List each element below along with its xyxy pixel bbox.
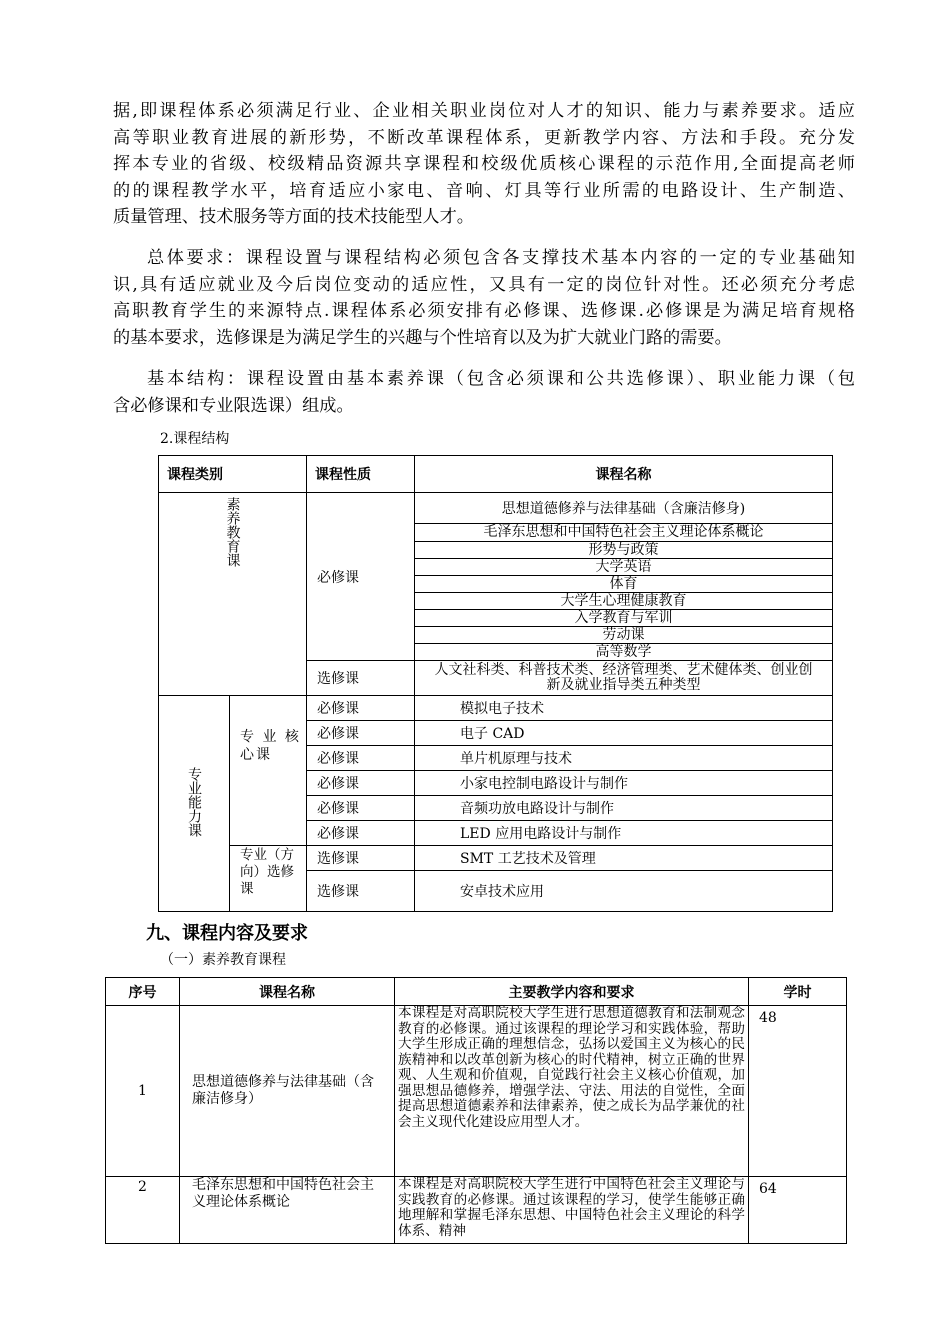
nature-cell: 必修课	[307, 721, 415, 746]
text-line: 据,即课程体系必须满足行业、企业相关职业岗位对人才的知识、能力与素养要求。适应	[113, 101, 855, 121]
elective-course-types: 人文社科类、科普技术类、经济管理类、艺术健体类、创业创新及就业指导类五种类型	[415, 661, 833, 696]
section-9-title: 九、课程内容及要求	[146, 923, 308, 944]
text-line: 基本结构：课程设置由基本素养课（包含必须课和公共选修课）、职业能力课（包	[147, 369, 855, 389]
course-name: 毛泽东思想和中国特色社会主义理论体系概论	[415, 524, 833, 542]
nature-cell: 必修课	[307, 821, 415, 846]
nature-required: 必修课	[307, 493, 415, 661]
course-name: 大学英语	[415, 559, 833, 576]
course-name: 高等数学	[415, 644, 833, 661]
text-line: 总体要求：课程设置与课程结构必须包含各支撑技术基本内容的一定的专业基础知	[147, 248, 855, 268]
course-name: 形势与政策	[415, 542, 833, 559]
header-hours: 学时	[749, 978, 847, 1006]
text-line: 挥本专业的省级、校级精品资源共享课程和校级优质核心课程的示范作用,全面提高老师	[113, 154, 855, 174]
course-name: 大学生心理健康教育	[415, 593, 833, 610]
paragraph-3	[113, 366, 855, 419]
row-hours: 48	[749, 1006, 847, 1177]
direction-elective-label: 专业（方向）选修课	[230, 846, 307, 912]
course-name: LED 应用电路设计与制作	[415, 821, 833, 846]
course-structure-table	[158, 455, 833, 912]
nature-cell: 必修课	[307, 796, 415, 821]
section-title-structure: 2.课程结构	[160, 431, 230, 447]
header-category: 课程类别	[159, 456, 307, 493]
text-line: 高职教育学生的来源特点.课程体系必须安排有必修课、选修课.必修课是为满足培育规格	[113, 301, 855, 321]
row-description: 本课程是对高职院校大学生进行思想道德教育和法制观念教育的必修课。通过该课程的理论学习和实践体验，帮助大学生形成正确的理想信念，弘扬以爱国主义为核心的民族精神和以改革创新为核心的时代精神，树立正确的世界观、人生观和价值观，自觉践行社会主义核心价值观，加强思想品德修养，增强学法、守法、用法的自觉性，全面提高思想道德素养和法律素养，使之成长为品学兼优的社会主义现代化建设应用型人才。	[395, 1006, 749, 1177]
course-name: 模拟电子技术	[415, 696, 833, 721]
course-name: 单片机原理与技术	[415, 746, 833, 771]
course-name: 安卓技术应用	[415, 871, 833, 912]
subsection-title: （一）素养教育课程	[160, 952, 286, 968]
course-name: SMT 工艺技术及管理	[415, 846, 833, 871]
row-course-name: 毛泽东思想和中国特色社会主义理论体系概论	[180, 1177, 395, 1244]
row-hours: 64	[749, 1177, 847, 1244]
row-description: 本课程是对高职院校大学生进行中国特色社会主义理论与实践教育的必修课。通过该课程的学习，使学生能够正确地理解和掌握毛泽东思想、中国特色社会主义理论的科学体系、精神	[395, 1177, 749, 1244]
header-content: 主要教学内容和要求	[395, 978, 749, 1006]
row-course-name: 思想道德修养与法律基础（含廉洁修身）	[180, 1006, 395, 1177]
nature-cell: 必修课	[307, 771, 415, 796]
text-line: 质量管理、技术服务等方面的技术技能型人才。	[113, 207, 474, 227]
paragraph-1	[113, 98, 855, 231]
row-number: 2	[106, 1177, 180, 1244]
header-number: 序号	[106, 978, 180, 1006]
header-course-name: 课程名称	[180, 978, 395, 1006]
nature-cell: 选修课	[307, 871, 415, 912]
text-line: 识,具有适应就业及今后岗位变动的适应性，又具有一定的岗位针对性。还必须充分考虑	[113, 274, 855, 295]
core-courses-label: 专 业 核 心课	[230, 696, 307, 846]
text-line: 的基本要求，选修课是为满足学生的兴趣与个性培育以及为扩大就业门路的需要。	[113, 327, 732, 348]
course-name: 劳动课	[415, 627, 833, 644]
course-name: 音频功放电路设计与制作	[415, 796, 833, 821]
nature-cell: 必修课	[307, 746, 415, 771]
paragraph-2	[113, 245, 855, 351]
category-quality: 素养教育课	[159, 493, 307, 696]
course-name: 电子 CAD	[415, 721, 833, 746]
course-name: 思想道德修养与法律基础（含廉洁修身)	[415, 493, 833, 524]
course-name: 体育	[415, 576, 833, 593]
nature-cell: 选修课	[307, 846, 415, 871]
text-line: 含必修课和专业限选课）组成。	[113, 395, 354, 416]
text-line: 高等职业教育进展的新形势，不断改革课程体系，更新教学内容、方法和手段。充分发	[113, 127, 855, 148]
course-name: 入学教育与军训	[415, 610, 833, 627]
header-course-name: 课程名称	[415, 456, 833, 493]
nature-cell: 必修课	[307, 696, 415, 721]
header-nature: 课程性质	[307, 456, 415, 493]
nature-elective: 选修课	[307, 661, 415, 696]
text-line: 的的课程教学水平，培育适应小家电、音响、灯具等行业所需的电路设计、生产制造、	[113, 180, 855, 201]
course-name: 小家电控制电路设计与制作	[415, 771, 833, 796]
course-content-table	[105, 977, 847, 1244]
row-number: 1	[106, 1006, 180, 1177]
category-professional: 专业能力课	[159, 696, 230, 912]
